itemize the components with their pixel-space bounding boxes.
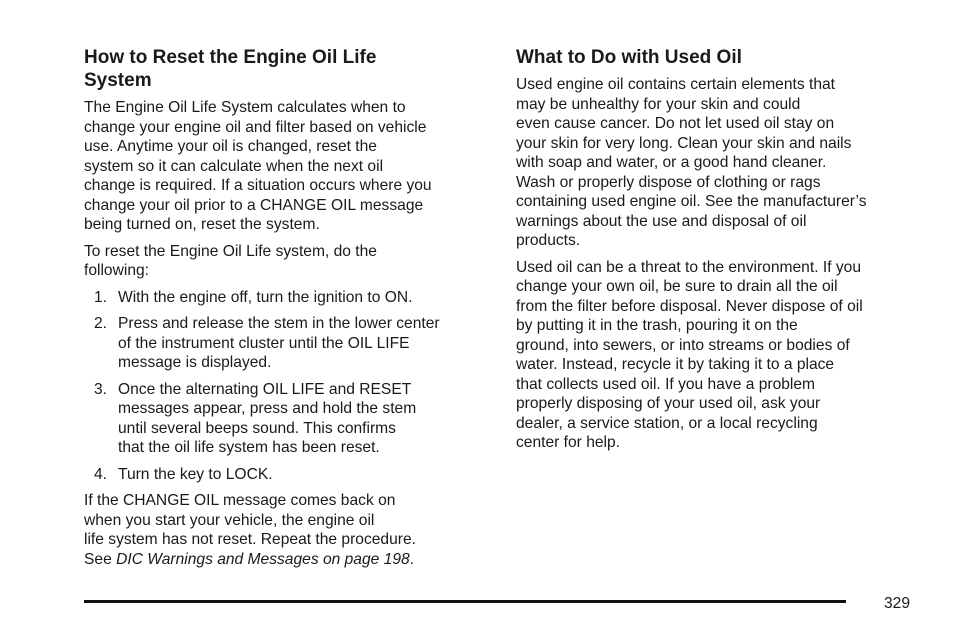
intro-paragraph: The Engine Oil Life System calculates when to change your engine oil and filter based on vehicle use. Anytime your oil is changed, reset the system so it can calculate when the next oil change is required. If a situation occurs where you change your oil prior to a CHANGE OIL message being turned on, reset the system. — [84, 99, 432, 233]
cross-reference-link[interactable]: DIC Warnings and Messages on page 198 — [116, 550, 410, 568]
step-number: 2. — [94, 315, 108, 332]
closing-period: . — [409, 550, 415, 568]
closing-paragraph — [84, 491, 494, 569]
section-heading-used-oil: What to Do with Used Oil — [516, 47, 742, 68]
list-item — [84, 288, 494, 308]
footer-rule — [84, 600, 846, 603]
closing-text: If the CHANGE OIL message comes back on when you start your vehicle, the engine oil life system has not reset. Repeat the procedure. See — [84, 492, 416, 568]
step-text: With the engine off, turn the ignition to ON. — [118, 288, 413, 306]
list-item — [84, 465, 494, 485]
right-column — [516, 46, 926, 460]
step-text: Turn the key to LOCK. — [118, 465, 273, 483]
reset-steps-list — [84, 288, 494, 485]
used-oil-environment-paragraph: Used oil can be a threat to the environment. If you change your own oil, be sure to drain all the oil from the filter before disposal. Never dispose of oil by putting it in the trash, pouring it on the ground, into sewers, or into streams or bodies of water. Instead, recycle it by taking it to a place that collects used oil. If you have a problem properly disposing of your used oil, ask your dealer, a service station, or a local recycling center for help. — [516, 258, 863, 451]
step-number: 1. — [94, 288, 108, 306]
step-text: Once the alternating OIL LIFE and RESET messages appear, press and hold the stem until several beeps sound. This confirms that the oil life system has been reset. — [118, 380, 417, 456]
page-number: 329 — [884, 595, 911, 612]
steps-intro-paragraph: To reset the Engine Oil Life system, do the following: — [84, 242, 377, 279]
list-item — [84, 380, 494, 458]
section-heading-reset-oil-life: How to Reset the Engine Oil Life System — [84, 47, 377, 91]
list-item — [84, 314, 494, 373]
step-number: 3. — [94, 380, 108, 398]
step-number: 4. — [94, 465, 108, 483]
step-text: Press and release the stem in the lower center of the instrument cluster until the OIL LIFE message is displayed. — [118, 315, 440, 371]
left-column — [84, 46, 494, 576]
used-oil-health-paragraph: Used engine oil contains certain elements that may be unhealthy for your skin and could even cause cancer. Do not let used oil stay on your skin for very long. Clean your skin and nails with soap and water, or a good hand cleaner. Wash or properly dispose of clothing or rags containing used engine oil. See the manufacturer’s warnings about the use and disposal of oil products. — [516, 76, 867, 249]
